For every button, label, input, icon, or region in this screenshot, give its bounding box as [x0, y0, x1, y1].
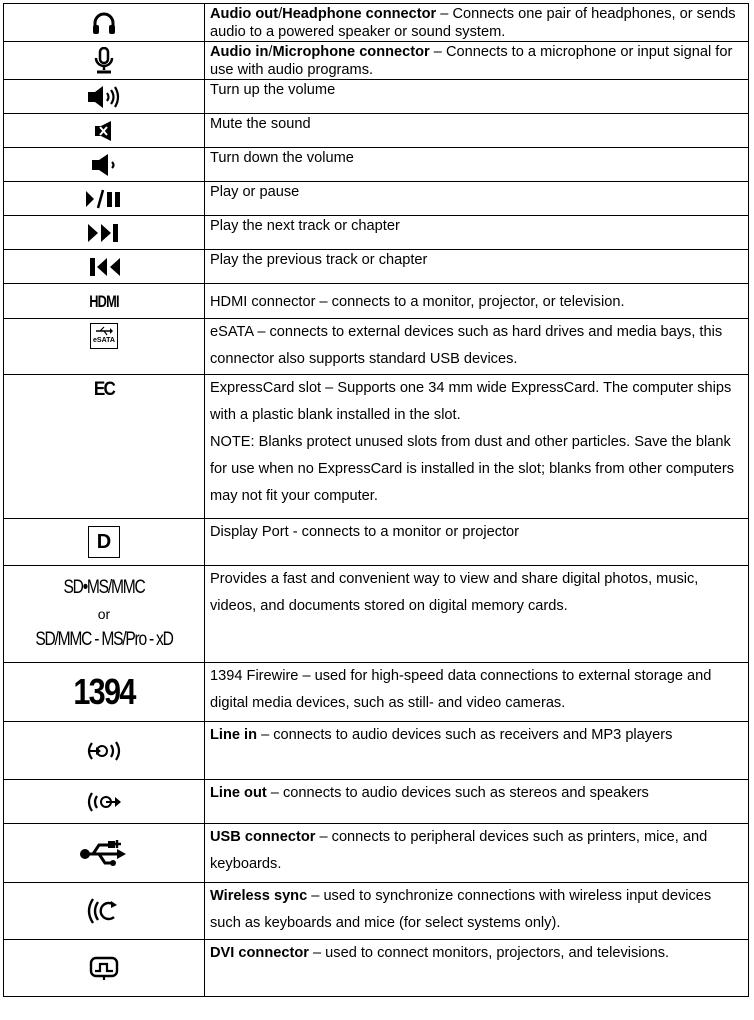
hdmi-icon: [29, 293, 179, 310]
connector-reference-table: [3, 3, 749, 997]
table-row: [4, 883, 749, 940]
usb-icon: [94, 325, 114, 337]
table-row: [4, 824, 749, 883]
icon-cell: [4, 780, 205, 824]
table-row: [4, 216, 749, 250]
term: Display Port: [210, 524, 289, 540]
description-cell: [205, 375, 749, 519]
term: eSATA: [210, 324, 254, 340]
description-cell: [205, 566, 749, 663]
usb-icon: [79, 839, 129, 867]
table-row: [4, 4, 749, 42]
icon-cell: [4, 284, 205, 319]
table-row: [4, 780, 749, 824]
icon-cell: [4, 42, 205, 80]
description-text: Play or pause: [210, 184, 300, 200]
icon-cell: [4, 663, 205, 722]
term: 1394: [210, 668, 243, 684]
line-out-icon: [84, 790, 124, 814]
esata-icon: [90, 323, 118, 349]
description-text: – Supports one 34 mm wide ExpressCard. The computer ships with a plastic blank installed in the slot.: [210, 380, 732, 423]
description-text: – connects to audio devices such as stereos and speakers: [266, 785, 649, 801]
icon-cell: [4, 4, 205, 42]
dvi-icon: [89, 955, 119, 981]
separator: /: [278, 6, 283, 22]
icon-cell: [4, 519, 205, 566]
description-text: Play the previous track or chapter: [210, 252, 428, 268]
description-text: – connects to external devices such as hard drives and media bays, this connector also supports standard USB devices.: [210, 324, 723, 367]
icon-cell: [4, 216, 205, 250]
memory-card-icon: [4, 574, 204, 654]
volume-down-icon: [90, 152, 118, 178]
next-track-icon: [86, 222, 122, 244]
icon-cell: [4, 319, 205, 375]
table-row: [4, 566, 749, 663]
icon-cell: [4, 566, 205, 663]
memory-card-formats-line1: SD•MS/MMC: [63, 577, 145, 598]
line-in-icon: [84, 739, 124, 763]
description-cell: [205, 940, 749, 997]
term: Line in: [210, 727, 258, 743]
description-text: – connects to a monitor, projector, or television.: [315, 293, 625, 310]
description-text: – connects to audio devices such as receivers and MP3 players: [257, 727, 673, 743]
memory-card-formats-line2: SD/MMC - MS/Pro - xD: [35, 629, 173, 650]
expresscard-icon-label: EC: [93, 379, 115, 400]
displayport-icon: [88, 526, 120, 558]
description-text: Provides a fast and convenient way to view and share digital photos, music, videos, and documents stored on digital memory cards.: [210, 571, 699, 614]
description-text: Turn down the volume: [210, 150, 354, 166]
table-row: [4, 519, 749, 566]
esata-icon-label: eSATA: [93, 337, 115, 344]
icon-cell: [4, 940, 205, 997]
term: HDMI connector: [210, 293, 316, 310]
description-cell: [205, 148, 749, 182]
description-cell: [205, 114, 749, 148]
wireless-sync-icon: [86, 896, 122, 926]
term: USB connector: [210, 829, 316, 845]
icon-cell: [4, 80, 205, 114]
icon-cell: [4, 148, 205, 182]
icon-cell: [4, 375, 205, 519]
term: Audio in: [210, 44, 269, 60]
description-cell: [205, 780, 749, 824]
term: Audio out: [210, 6, 279, 22]
table-row: [4, 722, 749, 780]
description-text: Mute the sound: [210, 116, 311, 132]
description-text: – Connects to a microphone or input signal for use with audio programs.: [210, 44, 733, 78]
icon-cell: [4, 824, 205, 883]
icon-cell: [4, 722, 205, 780]
description-cell: [205, 722, 749, 780]
description-text: – Connects one pair of headphones, or sends audio to a powered speaker or sound system.: [210, 6, 736, 40]
description-cell: [205, 42, 749, 80]
description-text: – used to connect monitors, projectors, and televisions.: [308, 945, 670, 961]
hdmi-icon-label: HDMI: [89, 291, 119, 311]
description-cell: [205, 216, 749, 250]
memory-card-or: or: [97, 606, 111, 622]
description-cell: [205, 250, 749, 284]
separator: /: [268, 44, 273, 60]
play-pause-icon: [84, 188, 124, 210]
term: Headphone connector: [282, 6, 437, 22]
description-text: Turn up the volume: [210, 82, 336, 98]
table-row: [4, 182, 749, 216]
description-cell: [205, 80, 749, 114]
icon-cell: [4, 114, 205, 148]
displayport-icon-label: D: [96, 531, 112, 553]
term: Line out: [210, 785, 267, 801]
term: Microphone connector: [272, 44, 430, 60]
term: DVI connector: [210, 945, 309, 961]
table-row: [4, 80, 749, 114]
table-row: [4, 284, 749, 319]
description-cell: [205, 663, 749, 722]
note-text: : Blanks protect unused slots from dust and other particles. Save the blank for use when no ExpressCard is installed in the slot; blanks from other computers may not fit your computer.: [210, 434, 734, 504]
table-row: [4, 663, 749, 722]
headphone-icon: [91, 11, 117, 35]
description-text: – connects to peripheral devices such as printers, mice, and keyboards.: [210, 829, 708, 872]
table-row: [4, 375, 749, 519]
description-text: - connects to a monitor or projector: [288, 524, 520, 540]
description-cell: [205, 284, 749, 319]
description-cell: [205, 824, 749, 883]
note-label: NOTE: [210, 434, 251, 450]
description-cell: [205, 4, 749, 42]
microphone-icon: [93, 47, 115, 75]
mute-icon: [94, 120, 114, 142]
table-row: [4, 250, 749, 284]
icon-cell: [4, 182, 205, 216]
description-text: – used to synchronize connections with wireless input devices such as keyboards and mice (for select systems only).: [210, 888, 712, 931]
icon-cell: [4, 883, 205, 940]
firewire-icon: [19, 672, 189, 712]
firewire-icon-label: 1394: [73, 671, 135, 712]
description-cell: [205, 883, 749, 940]
description-cell: [205, 519, 749, 566]
term: ExpressCard slot: [210, 380, 322, 396]
previous-track-icon: [86, 256, 122, 278]
table-row: [4, 319, 749, 375]
icon-cell: [4, 250, 205, 284]
table-row: [4, 114, 749, 148]
expresscard-icon: [14, 381, 194, 399]
description-text: Play the next track or chapter: [210, 218, 400, 234]
table-row: [4, 940, 749, 997]
table-row: [4, 42, 749, 80]
volume-up-icon: [86, 84, 122, 110]
term: Wireless sync: [210, 888, 308, 904]
table-row: [4, 148, 749, 182]
description-text: Firewire – used for high-speed data connections to external storage and digital media devices, such as still- and video cameras.: [210, 668, 712, 711]
description-cell: [205, 319, 749, 375]
description-cell: [205, 182, 749, 216]
